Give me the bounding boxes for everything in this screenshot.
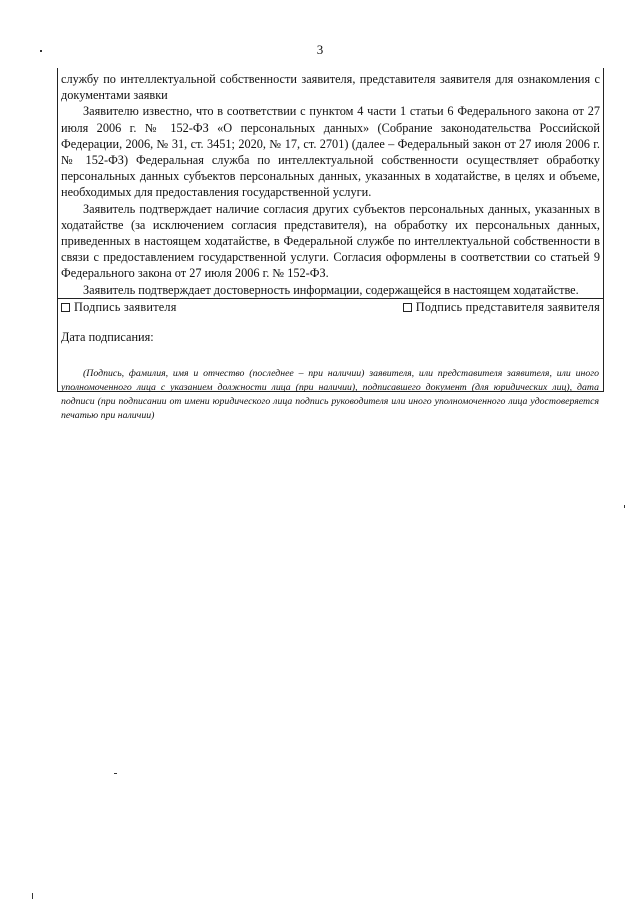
signature-row	[58, 298, 603, 316]
confirmation-paragraph: Заявитель подтверждает достоверность информации, содержащейся в настоящем ходатайстве.	[83, 282, 579, 297]
signing-date-label: Дата подписания:	[61, 329, 154, 344]
applicant-signature-checkbox[interactable]	[61, 303, 70, 312]
page-number: 3	[316, 42, 324, 57]
continuation-paragraph: службу по интеллектуальной собственности заявителя, представителя заявителя для ознакомления с документами заявки	[61, 72, 600, 103]
personal-data-law-paragraph: Заявителю известно, что в соответствии с пунктом 4 части 1 статьи 6 Федерального закона от 27 июля 2006 г. № 152-ФЗ «О персональных данных» (Собрание законодательства Российской Федерации, 2006, № 31, ст. 3451; 2020, № 17, ст. 2701) (далее – Федеральный закон от 27 июля 2006 г. № 152-ФЗ) Федеральная служба по интеллектуальной собственности осуществляет обработку персональных данных субъектов персональных данных, указанных в ходатайстве, в целях и объеме, необходимых для предоставления государственной услуги.	[61, 104, 600, 200]
scan-speck	[114, 773, 117, 774]
representative-signature-checkbox[interactable]	[403, 303, 412, 312]
applicant-signature-option[interactable]	[61, 300, 177, 315]
scan-speck	[32, 893, 33, 899]
scan-speck	[624, 505, 625, 508]
representative-signature-option[interactable]	[403, 300, 600, 315]
consent-paragraph: Заявитель подтверждает наличие согласия других субъектов персональных данных, указанных в ходатайстве (за исключением согласия представителя), на обработку их персональных данных, приведенных в настоящем ходатайстве, в Федеральной службе по интеллектуальной собственности в связи с предоставлением государственной услуги. Согласия оформлены в соответствии со статьей 9 Федерального закона от 27 июля 2006 г. № 152-ФЗ.	[61, 201, 600, 281]
applicant-signature-label: Подпись заявителя	[74, 299, 177, 314]
petition-form-section	[57, 68, 604, 422]
scan-speck	[40, 50, 42, 52]
representative-signature-label: Подпись представителя заявителя	[415, 299, 600, 314]
signature-instructions-note: (Подпись, фамилия, имя и отчество (последнее – при наличии) заявителя, или представителя заявителя, или иного уполномоченного лица с указанием должности лица (при наличии), подписавшего документ (для юридических лиц), дата подписи (при подписании от имени юридического лица подпись руководителя или иного уполномоченного лица удостоверяется печатью при наличии)	[61, 367, 599, 422]
